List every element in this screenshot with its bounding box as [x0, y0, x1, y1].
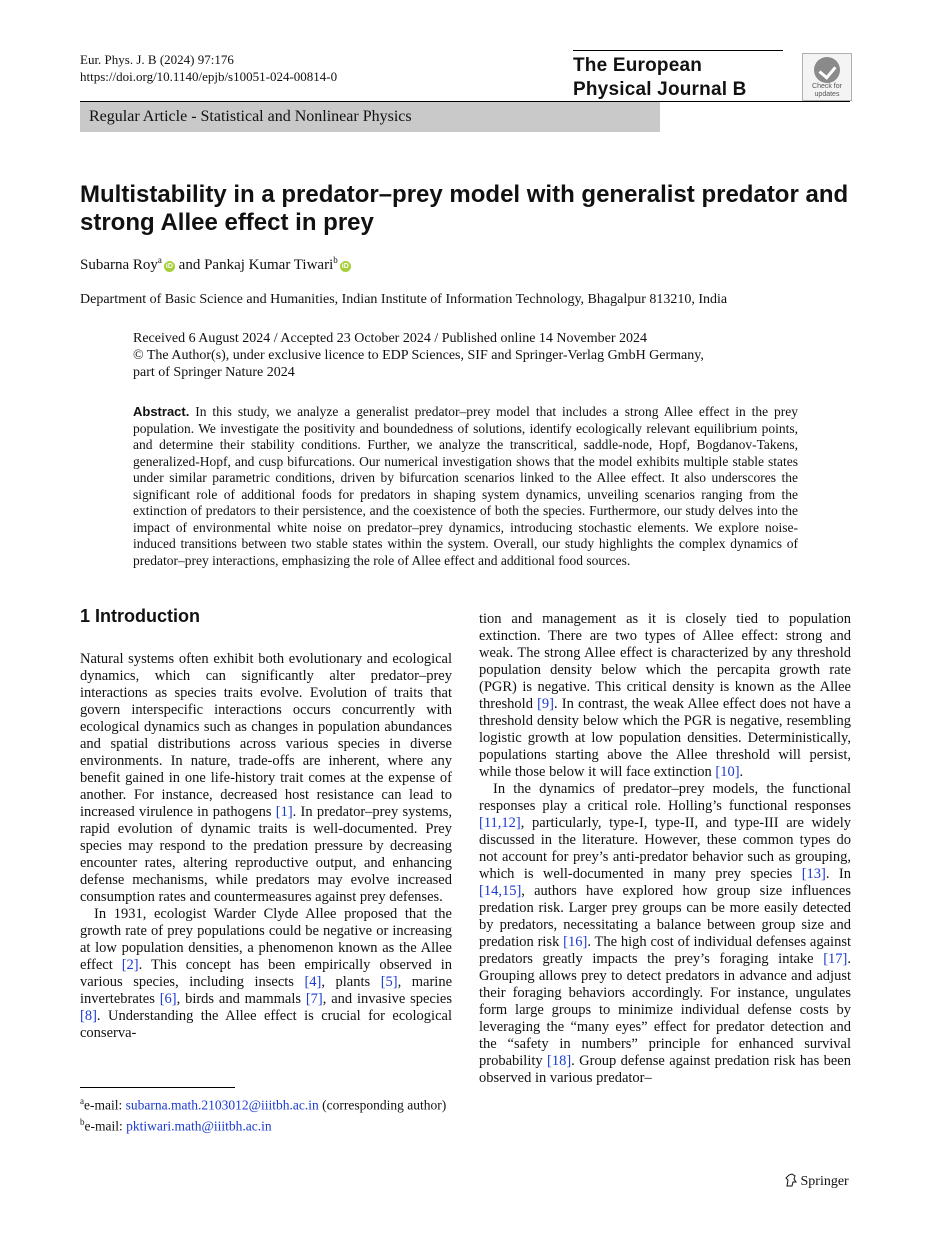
citation-link[interactable]: [11,12]: [479, 815, 521, 831]
checkmark-icon: [814, 57, 840, 83]
journal-logo: [573, 50, 783, 102]
copyright-line: part of Springer Nature 2024: [133, 365, 295, 380]
springer-horse-icon: [785, 1173, 797, 1187]
author-name: Subarna Roy: [80, 257, 158, 273]
orcid-icon[interactable]: iD: [341, 263, 349, 270]
paper-title: Multistability in a predator–prey model with generalist predator and strong Allee effect in prey: [80, 181, 849, 236]
publisher-name: Springer: [800, 1174, 849, 1189]
citation-header: [80, 51, 337, 85]
citation-link[interactable]: [10]: [715, 764, 740, 780]
email-link[interactable]: subarna.math.2103012@iiitbh.ac.in: [125, 1097, 319, 1113]
citation-link[interactable]: [9]: [537, 696, 555, 712]
citation-link[interactable]: [1]: [275, 804, 293, 820]
footnote: $^a$e-mail: subarna.math.2103012@iiitbh.ac.in (corresponding author): [80, 1096, 447, 1113]
abstract: [133, 404, 798, 569]
citation-link[interactable]: [13]: [801, 866, 826, 882]
check-for-updates-badge[interactable]: [802, 53, 852, 101]
affiliation: Department of Basic Science and Humanities, Indian Institute of Information Technology, Bhagalpur 813210, India: [80, 292, 728, 307]
left-column: [80, 651, 452, 1042]
citation-link[interactable]: [7]: [305, 991, 323, 1007]
copyright-line: © The Author(s), under exclusive licence to EDP Sciences, SIF and Springer-Verlag GmbH Germany,: [133, 348, 704, 363]
citation-link[interactable]: [8]: [80, 1008, 97, 1024]
citation-link[interactable]: [2]: [121, 957, 139, 973]
citation-link[interactable]: [18]: [547, 1053, 572, 1069]
author-list: [80, 255, 351, 274]
check-updates-label: Check for updates: [812, 83, 842, 98]
citation-link[interactable]: [17]: [823, 951, 848, 967]
email-link[interactable]: pktiwari.math@iiitbh.ac.in: [126, 1118, 272, 1133]
publisher-footer: [785, 1173, 849, 1190]
paragraph: In the dynamics of predator–prey models, the functional responses play a critical role. Holling’s functional responses [11,12], particularly, type-I, type-II, and type-III are widely discussed in the literature. However, these common types do not account for prey’s anti-predator behavior such as grouping, which is well-documented in many prey species [13]. In [14,15], authors have explored how group size influences predation risk. Larger prey groups can be more easily detected by predators, necessitating a balance between group size and predation risk [16]. The high cost of individual defenses against predators greatly impacts the prey’s foraging intake [17]. Grouping allows prey to detect predators in advance and adjust their foraging behaviors accordingly. For instance, ungulates form large groups to minimize individual defense costs by leveraging the “many eyes” effect for predator detection and the “safety in numbers” principle for enhanced survival probability [18]. Group defense against predation risk has been observed in various predator–: [479, 781, 851, 1086]
footnotes: [80, 1093, 452, 1134]
journal-name-line1: The European: [573, 55, 703, 76]
journal-name-line2: Physical Journal B: [573, 79, 747, 100]
abstract-label: Abstract.: [133, 404, 190, 419]
citation-link[interactable]: [6]: [159, 991, 177, 1007]
author-affil-mark: a: [157, 255, 162, 265]
dates-line: Received 6 August 2024 / Accepted 23 October 2024 / Published online 14 November 2024: [133, 331, 648, 346]
citation-link[interactable]: [14,15]: [479, 883, 522, 899]
paragraph: Natural systems often exhibit both evolutionary and ecological dynamics, which can significantly alter predator–prey interactions as species traits evolve. Evolution of traits that govern interspecific interactions occurs concurrently with ecological dynamics such as changes in population abundances and spatial distributions across various species in diverse environments. In nature, trade-offs are inherent, where any benefit gained in one life-history trait comes at the expense of another. For instance, decreased host resistance can lead to increased virulence in pathogens [1]. In predator–prey systems, rapid evolution of dynamic traits is well-documented. Prey species may respond to the predation pressure by decreasing encounter rates, altering reproductive output, and enhancing defense mechanisms, while predators may evolve increased consumption rates and countermeasures against prey defenses.: [80, 651, 452, 905]
article-type-banner: Regular Article - Statistical and Nonlinear Physics: [80, 102, 660, 132]
footnote-rule: [80, 1087, 235, 1088]
right-column: [479, 611, 851, 1087]
journal-citation: Eur. Phys. J. B (2024) 97:176: [80, 52, 234, 67]
paragraph: tion and management as it is closely tied to population extinction. There are two types of Allee effect: strong and weak. The strong Allee effect is characterized by any threshold population density below which the percapita growth rate (PGR) is negative. This critical density is known as the Allee threshold [9]. In contrast, the weak Allee effect does not have a threshold density below which the PGR is negative, resembling logistic growth at low population densities. Deterministically, populations starting above the Allee threshold will persist, while those below it will face extinction [10].: [479, 611, 851, 780]
citation-link[interactable]: [5]: [380, 974, 398, 990]
orcid-icon[interactable]: iD: [165, 263, 173, 270]
paragraph: In 1931, ecologist Warder Clyde Allee proposed that the growth rate of prey populations could be negative or increasing at low population densities, a phenomenon known as the Allee effect [2]. This concept has been empirically observed in various species, including insects [4], plants [5], marine invertebrates [6], birds and mammals [7], and invasive species [8]. Understanding the Allee effect is crucial for ecological conserva-: [80, 906, 453, 1041]
author-conjunction: and: [178, 257, 201, 273]
section-heading: 1 Introduction: [80, 606, 200, 626]
publication-dates: [133, 330, 704, 381]
footnote: $^b$e-mail: pktiwari.math@iiitbh.ac.in: [80, 1116, 272, 1133]
author-name: Pankaj Kumar Tiwari: [204, 257, 334, 273]
doi-link[interactable]: https://doi.org/10.1140/epjb/s10051-024-00814-0: [80, 69, 338, 84]
author-affil-mark: b: [333, 255, 338, 265]
citation-link[interactable]: [16]: [563, 934, 588, 950]
citation-link[interactable]: [4]: [304, 974, 322, 990]
abstract-text: In this study, we analyze a generalist predator–prey model that includes a strong Allee effect in the prey population. We investigate the positivity and boundedness of solutions, identify ecologically relevant equilibrium points, and determine their stability conditions. Further, we analyze the transcritical, saddle-node, Hopf, Bogdanov-Takens, generalized-Hopf, and cusp bifurcations. Our numerical investigation shows that the model exhibits multiple stable states under similar parametric conditions, driven by bifurcation scenarios linked to the Allee effect. It also underscores the significant role of additional foods for predators in shaping system dynamics, unveiling scenarios ranging from the extinction of predators to their persistence, and the coexistence of both the species. Furthermore, our study delves into the impact of environmental white noise on predator–prey dynamics, introducing stochastic elements. We explore noise-induced transitions between two stable states within the system. Overall, our study highlights the complex dynamics of predator–prey interactions, emphasizing the role of Allee effect and additional food sources.: [133, 404, 799, 568]
